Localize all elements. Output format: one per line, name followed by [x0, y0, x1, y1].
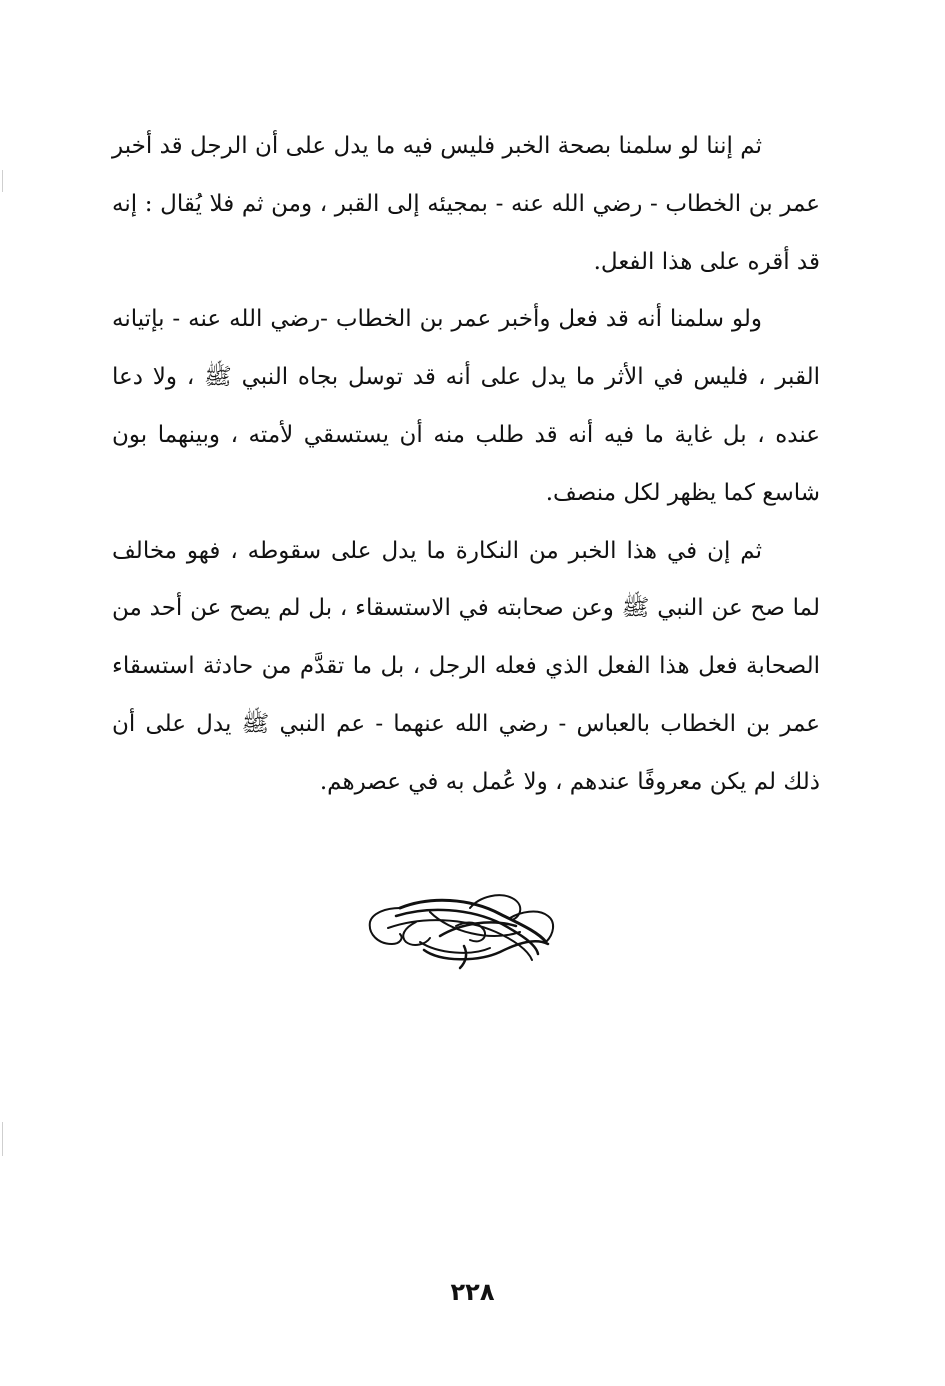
body-text [112, 118, 820, 812]
page-number: ٢٢٨ [450, 1278, 495, 1306]
decorative-flourish-icon [360, 888, 560, 972]
paragraph: ثم إن في هذا الخبر من النكارة ما يدل على سقوطه ، فهو مخالف لما صح عن النبي ﷺ وعن صحابته في الاستسقاء ، بل لم يصح عن أحد من الصحابة فعل هذا الفعل الذي فعله الرجل ، بل ما تقدَّم من حادثة استسقاء عمر بن الخطاب بالعباس - رضي الله عنهما - عم النبي ﷺ يدل على أن ذلك لم يكن معروفًا عندهم ، ولا عُمل به في عصرهم. [112, 537, 820, 795]
scan-edge-mark [2, 170, 3, 192]
paragraph: ولو سلمنا أنه قد فعل وأخبر عمر بن الخطاب -رضي الله عنه - بإتيانه القبر ، فليس في الأثر ما يدل على أنه قد توسل بجاه النبي ﷺ ، ولا دعا عنده ، بل غاية ما فيه أنه قد طلب منه أن يستسقي لأمته ، وبينهما بون شاسع كما يظهر لكل منصف. [112, 306, 820, 506]
scan-edge-mark [2, 1122, 3, 1156]
paragraph: ثم إننا لو سلمنا بصحة الخبر فليس فيه ما يدل على أن الرجل قد أخبر عمر بن الخطاب - رضي الله عنه - بمجيئه إلى القبر ، ومن ثم فلا يُقال : إنه قد أقره على هذا الفعل. [112, 133, 820, 275]
